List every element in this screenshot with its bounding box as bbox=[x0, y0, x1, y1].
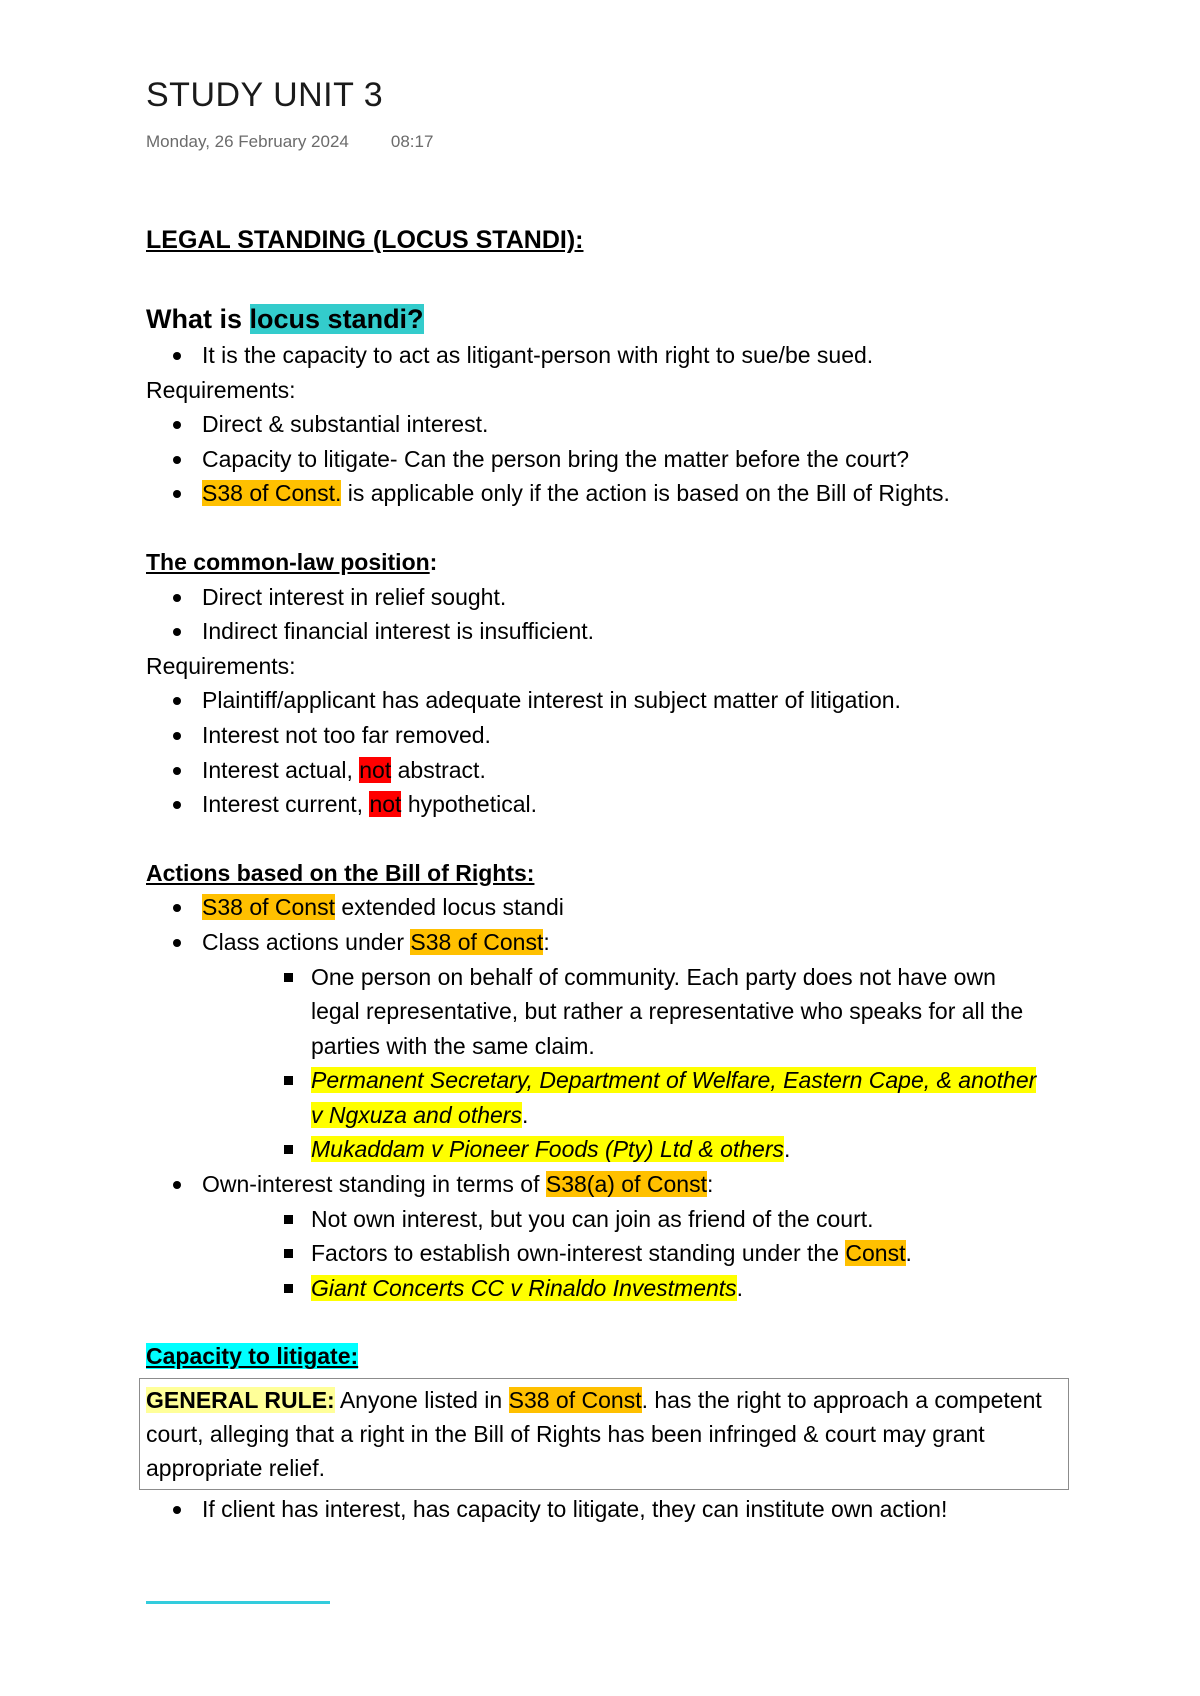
common-law-requirements-list bbox=[146, 683, 1106, 821]
list-item: Class actions under S38 of Const: bbox=[146, 925, 1106, 960]
own-interest-list bbox=[146, 1167, 1106, 1202]
footer-divider bbox=[146, 1601, 330, 1604]
list-item: Direct & substantial interest. bbox=[146, 407, 1106, 442]
what-is-prefix: What is bbox=[146, 304, 243, 334]
date-line bbox=[146, 132, 433, 152]
const-highlight: Const bbox=[845, 1240, 906, 1267]
list-item: Own-interest standing in terms of S38(a) of Const: bbox=[146, 1167, 1106, 1202]
s38a-highlight: S38(a) of Const bbox=[545, 1171, 707, 1198]
list-item: Indirect financial interest is insufficient. bbox=[146, 614, 1106, 649]
s38-highlight: S38 of Const bbox=[410, 928, 544, 955]
what-is-list bbox=[146, 338, 1106, 373]
note-date: Monday, 26 February 2024 bbox=[146, 132, 349, 151]
list-item: Interest current, not hypothetical. bbox=[146, 787, 1106, 822]
s38-highlight: S38 of Const. bbox=[202, 480, 342, 507]
list-item: Mukaddam v Pioneer Foods (Pty) Ltd & others. bbox=[146, 1132, 1046, 1167]
page-title: STUDY UNIT 3 bbox=[146, 76, 384, 114]
s38-highlight: S38 of Const bbox=[508, 1387, 642, 1414]
case-citation: Giant Concerts CC v Rinaldo Investments bbox=[311, 1274, 737, 1301]
list-item: Interest actual, not abstract. bbox=[146, 753, 1106, 788]
list-item: S38 of Const. is applicable only if the action is based on the Bill of Rights. bbox=[146, 476, 1106, 511]
list-item: It is the capacity to act as litigant-person with right to sue/be sued. bbox=[146, 338, 1106, 373]
list-item: Direct interest in relief sought. bbox=[146, 580, 1106, 615]
list-item: S38 of Const extended locus standi bbox=[146, 890, 1106, 925]
list-item: Factors to establish own-interest standing under the Const. bbox=[146, 1236, 1106, 1271]
class-actions-sublist bbox=[146, 960, 1046, 1168]
common-law-list bbox=[146, 580, 1106, 649]
list-item: One person on behalf of community. Each party does not have own legal representative, but rather a representative who speaks for all the parties with the same claim. bbox=[146, 960, 1046, 1064]
locus-standi-term: locus standi? bbox=[249, 304, 424, 334]
general-rule-label: GENERAL RULE: bbox=[146, 1387, 335, 1414]
own-interest-sublist bbox=[146, 1202, 1106, 1306]
capacity-list bbox=[146, 1492, 1106, 1527]
note-body[interactable] bbox=[146, 222, 1106, 1527]
list-item: Capacity to litigate- Can the person bring the matter before the court? bbox=[146, 442, 1106, 477]
case-citation: Mukaddam v Pioneer Foods (Pty) Ltd & others bbox=[311, 1136, 784, 1163]
list-item: Not own interest, but you can join as friend of the court. bbox=[146, 1202, 1106, 1237]
list-item: Interest not too far removed. bbox=[146, 718, 1106, 753]
note-time: 08:17 bbox=[390, 132, 434, 151]
list-item: If client has interest, has capacity to litigate, they can institute own action! bbox=[146, 1492, 1106, 1527]
requirements-list bbox=[146, 407, 1106, 511]
list-item: Permanent Secretary, Department of Welfare, Eastern Cape, & another v Ngxuza and others. bbox=[146, 1063, 1046, 1132]
main-heading: LEGAL STANDING (LOCUS STANDI): bbox=[146, 226, 584, 254]
capacity-heading: Capacity to litigate: bbox=[146, 1343, 359, 1370]
not-highlight: not bbox=[359, 756, 392, 783]
case-citation: Permanent Secretary, Department of Welfare, Eastern Cape, & another v Ngxuza and others bbox=[311, 1067, 1037, 1128]
not-highlight: not bbox=[369, 791, 402, 818]
list-item: Giant Concerts CC v Rinaldo Investments. bbox=[146, 1271, 1106, 1306]
requirements-label: Requirements: bbox=[146, 652, 296, 679]
s38-highlight: S38 of Const bbox=[202, 894, 335, 921]
general-rule-box: GENERAL RULE: Anyone listed in S38 of Const. has the right to approach a competent court, alleging that a right in the Bill of Rights has been infringed & court may grant appropriate relief. bbox=[139, 1378, 1069, 1490]
requirements-label: Requirements: bbox=[146, 376, 296, 403]
bill-of-rights-heading: Actions based on the Bill of Rights: bbox=[146, 859, 535, 886]
common-law-heading: The common-law position: bbox=[146, 548, 438, 575]
list-item: Plaintiff/applicant has adequate interest in subject matter of litigation. bbox=[146, 683, 1106, 718]
bill-of-rights-list bbox=[146, 890, 1106, 959]
what-is-heading bbox=[146, 300, 1106, 338]
